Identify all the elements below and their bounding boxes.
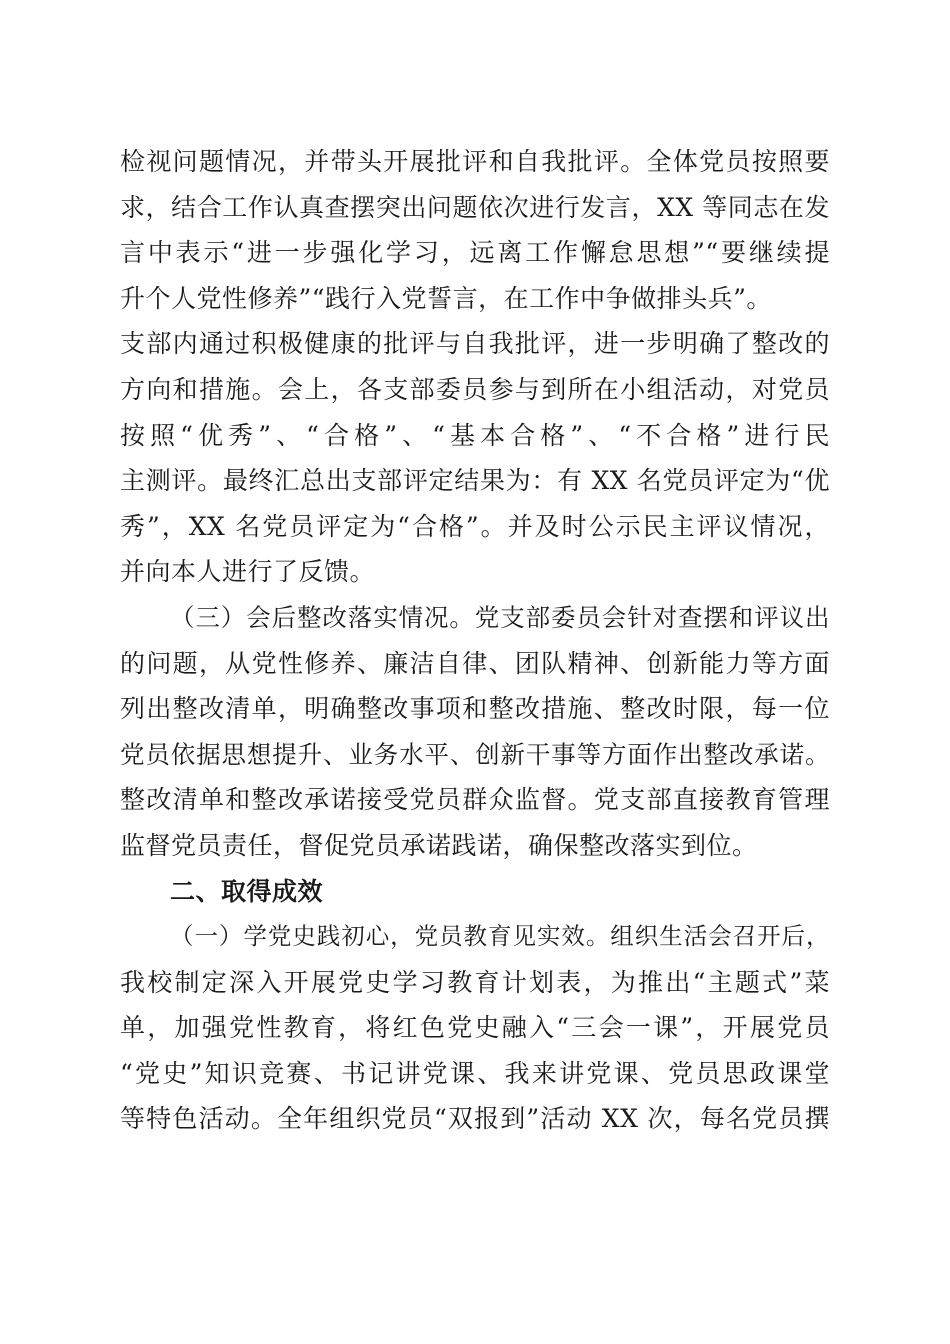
body-text: [120, 139, 830, 1142]
text-line: （一）学党史践初心，党员教育见实效。组织生活会召开后，: [170, 922, 830, 951]
text-line: 支部内通过积极健康的批评与自我批评，进一步明确了整改的: [120, 329, 830, 359]
text-line: 列出整改清单，明确整改事项和整改措施、整改时限，每一位: [120, 694, 830, 724]
text-line: “党史”知识竞赛、书记讲党课、我来讲党课、党员思政课堂: [120, 1058, 830, 1088]
text-line: （三）会后整改落实情况。党支部委员会针对查摆和评议出: [170, 602, 830, 632]
text-line: 等特色活动。全年组织党员“双报到”活动 XX 次，每名党员撰: [120, 1104, 830, 1134]
text-line: 升个人党性修养”“践行入党誓言，在工作中争做排头兵”。: [120, 283, 772, 313]
text-line: 监督党员责任，督促党员承诺践诺，确保整改落实到位。: [120, 830, 758, 860]
text-line: 主测评。最终汇总出支部评定结果为：有 XX 名党员评定为“优: [120, 466, 830, 496]
text-line: 检视问题情况，并带头开展批评和自我批评。全体党员按照要: [120, 147, 830, 176]
text-line: 按照“优秀”、“合格”、“基本合格”、“不合格”进行民: [120, 420, 830, 450]
text-line: 的问题，从党性修养、廉洁自律、团队精神、创新能力等方面: [120, 648, 830, 678]
text-line: 整改清单和整改承诺接受党员群众监督。党支部直接教育管理: [120, 785, 830, 815]
text-line: 党员依据思想提升、业务水平、创新干事等方面作出整改承诺。: [120, 739, 830, 769]
text-line: 我校制定深入开展党史学习教育计划表，为推出“主题式”菜: [120, 967, 830, 997]
text-line: 并向本人进行了反馈。: [120, 557, 376, 587]
text-line: 求，结合工作认真查摆突出问题依次进行发言，XX 等同志在发: [120, 192, 830, 222]
text-line: 单，加强党性教育，将红色党史融入“三会一课”，开展党员: [120, 1013, 830, 1043]
text-line: 言中表示“进一步强化学习，远离工作懈怠思想”“要继续提: [120, 238, 830, 268]
text-line: 秀”，XX 名党员评定为“合格”。并及时公示民主评议情况，: [120, 511, 830, 541]
text-line: 方向和措施。会上，各支部委员参与到所在小组活动，对党员: [120, 374, 830, 404]
section-heading: 二、取得成效: [170, 876, 324, 906]
